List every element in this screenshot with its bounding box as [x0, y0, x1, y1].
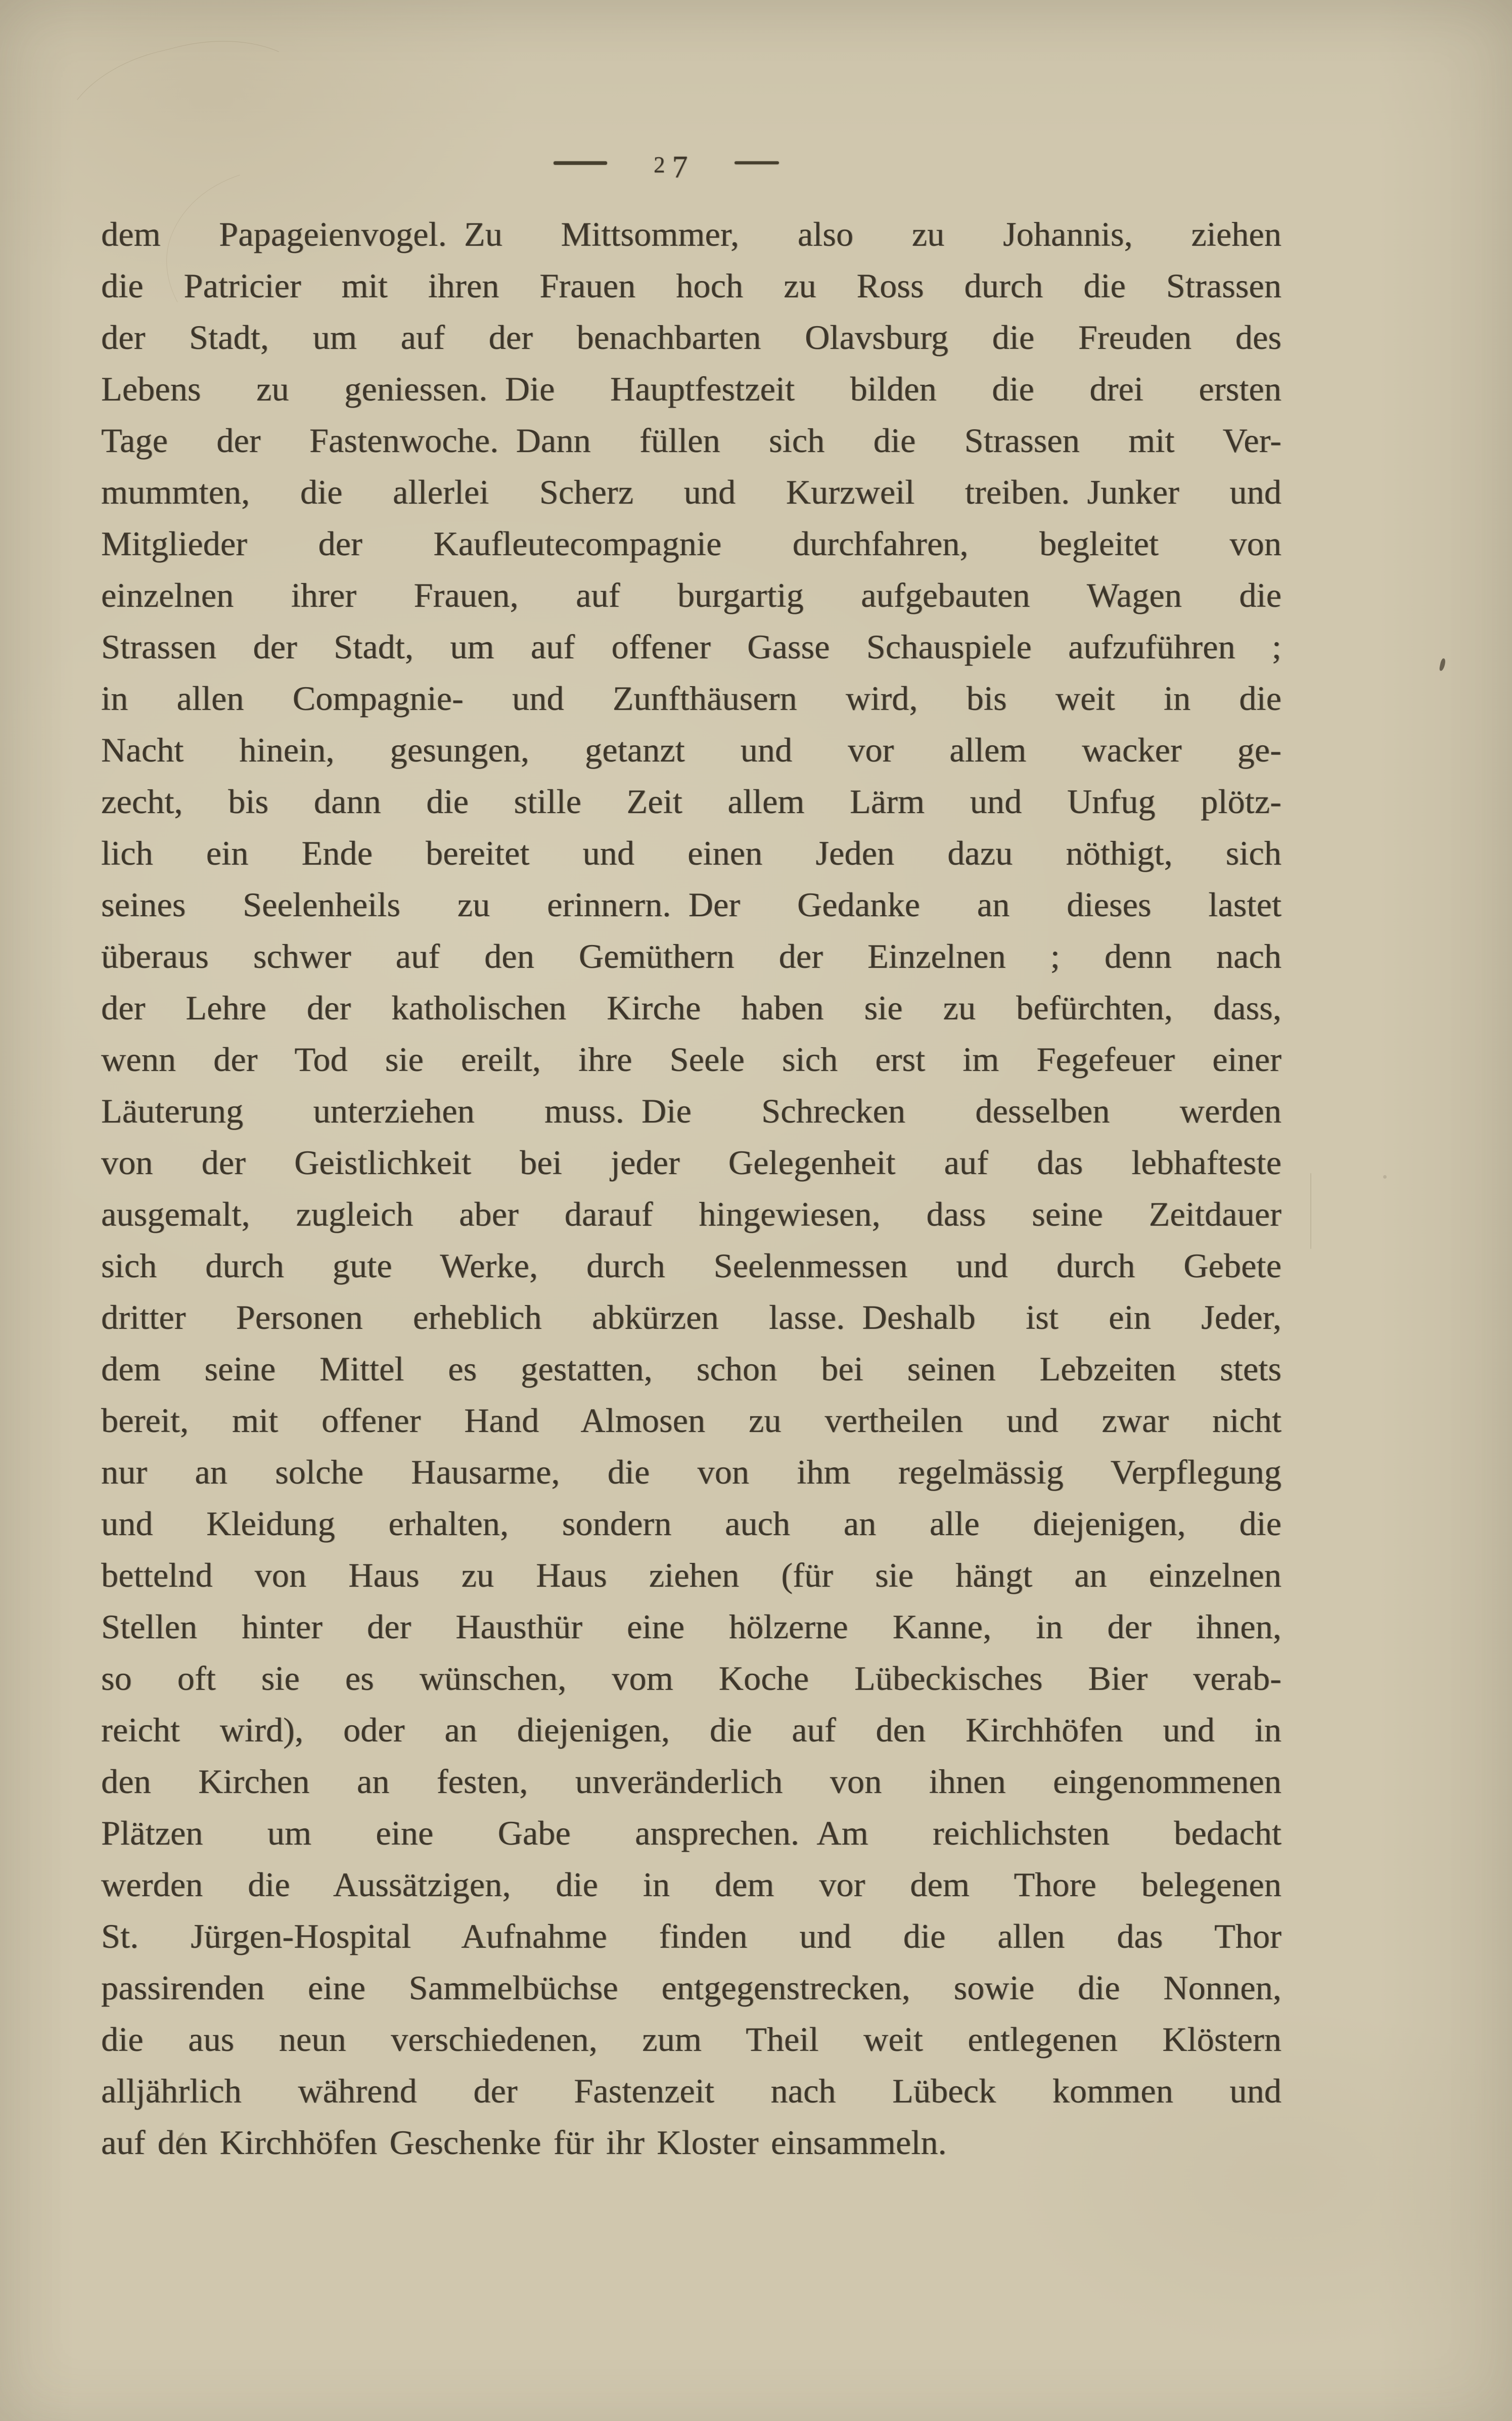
- text-line: Strassen der Stadt, um auf offener Gasse Schauspiele aufzuführen ;: [101, 627, 1281, 666]
- text-line: lich ein Ende bereitet und einen Jeden dazu nöthigt, sich: [101, 834, 1281, 872]
- text-line: die aus neun verschiedenen, zum Theil weit entlegenen Klöstern: [101, 2020, 1281, 2058]
- text-line: einzelnen ihrer Frauen, auf burgartig aufgebauten Wagen die: [101, 576, 1281, 614]
- header-right-dash: [735, 161, 779, 164]
- page-header: [554, 142, 779, 184]
- paper-speck: [1439, 658, 1446, 671]
- text-line: mummten, die allerlei Scherz und Kurzweil treiben. Junker und: [101, 473, 1281, 511]
- text-line: sich durch gute Werke, durch Seelenmessen und durch Gebete: [101, 1246, 1281, 1285]
- text-line: dritter Personen erheblich abkürzen lasse. Deshalb ist ein Jeder,: [101, 1298, 1281, 1336]
- text-line: bereit, mit offener Hand Almosen zu vertheilen und zwar nicht: [101, 1401, 1281, 1440]
- text-line: so oft sie es wünschen, vom Koche Lübeckisches Bier verab-: [101, 1659, 1281, 1697]
- text-line: Plätzen um eine Gabe ansprechen. Am reichlichsten bedacht: [101, 1814, 1281, 1852]
- page-number-digit: 2: [654, 152, 665, 177]
- text-line: der Lehre der katholischen Kirche haben sie zu befürchten, dass,: [101, 989, 1281, 1027]
- text-line: zecht, bis dann die stille Zeit allem Lärm und Unfug plötz-: [101, 782, 1281, 821]
- text-line: und Kleidung erhalten, sondern auch an alle diejenigen, die: [101, 1504, 1281, 1543]
- paper-speck: [1383, 1175, 1387, 1179]
- text-line: alljährlich während der Fastenzeit nach Lübeck kommen und: [101, 2072, 1281, 2110]
- text-line: passirenden eine Sammelbüchse entgegenstrecken, sowie die Nonnen,: [101, 1968, 1281, 2007]
- text-line: Tage der Fastenwoche. Dann füllen sich die Strassen mit Ver-: [101, 421, 1281, 460]
- body-text: [101, 208, 1281, 2168]
- text-line: Stellen hinter der Hausthür eine hölzerne Kanne, in der ihnen,: [101, 1607, 1281, 1646]
- text-line: überaus schwer auf den Gemüthern der Einzelnen ; denn nach: [101, 937, 1281, 975]
- text-line: dem seine Mittel es gestatten, schon bei seinen Lebzeiten stets: [101, 1350, 1281, 1388]
- text-line: auf den Kirchhöfen Geschenke für ihr Kloster einsammeln.: [101, 2123, 947, 2162]
- text-line: nur an solche Hausarme, die von ihm regelmässig Verpflegung: [101, 1453, 1281, 1491]
- text-line: Nacht hinein, gesungen, getanzt und vor allem wacker ge-: [101, 731, 1281, 769]
- text-line: wenn der Tod sie ereilt, ihre Seele sich erst im Fegefeuer einer: [101, 1040, 1281, 1079]
- text-line: den Kirchen an festen, unveränderlich von ihnen eingenommenen: [101, 1762, 1281, 1801]
- text-line: werden die Aussätzigen, die in dem vor dem Thore belegenen: [101, 1865, 1281, 1904]
- text-line: dem Papageienvogel. Zu Mittsommer, also zu Johannis, ziehen: [101, 215, 1281, 253]
- text-line: die Patricier mit ihren Frauen hoch zu Ross durch die Strassen: [101, 266, 1281, 305]
- text-line: seines Seelenheils zu erinnern. Der Gedanke an dieses lastet: [101, 885, 1281, 924]
- page-number-digit: 7: [672, 150, 688, 185]
- text-line: in allen Compagnie- und Zunfthäusern wird, bis weit in die: [101, 679, 1281, 718]
- text-line: bettelnd von Haus zu Haus ziehen (für sie hängt an einzelnen: [101, 1556, 1281, 1594]
- page-number: [654, 147, 688, 185]
- header-left-dash: [554, 161, 607, 165]
- text-line: von der Geistlichkeit bei jeder Gelegenheit auf das lebhafteste: [101, 1143, 1281, 1182]
- text-line: Mitglieder der Kaufleutecompagnie durchfahren, begleitet von: [101, 524, 1281, 563]
- paper-fiber: [1310, 1173, 1311, 1249]
- text-line: St. Jürgen-Hospital Aufnahme finden und die allen das Thor: [101, 1917, 1281, 1955]
- text-line: der Stadt, um auf der benachbarten Olavsburg die Freuden des: [101, 318, 1281, 356]
- text-line: Läuterung unterziehen muss. Die Schrecken desselben werden: [101, 1092, 1281, 1130]
- text-line: ausgemalt, zugleich aber darauf hingewiesen, dass seine Zeitdauer: [101, 1195, 1281, 1233]
- text-line: Lebens zu geniessen. Die Hauptfestzeit bilden die drei ersten: [101, 370, 1281, 408]
- text-line: reicht wird), oder an diejenigen, die auf den Kirchhöfen und in: [101, 1711, 1281, 1749]
